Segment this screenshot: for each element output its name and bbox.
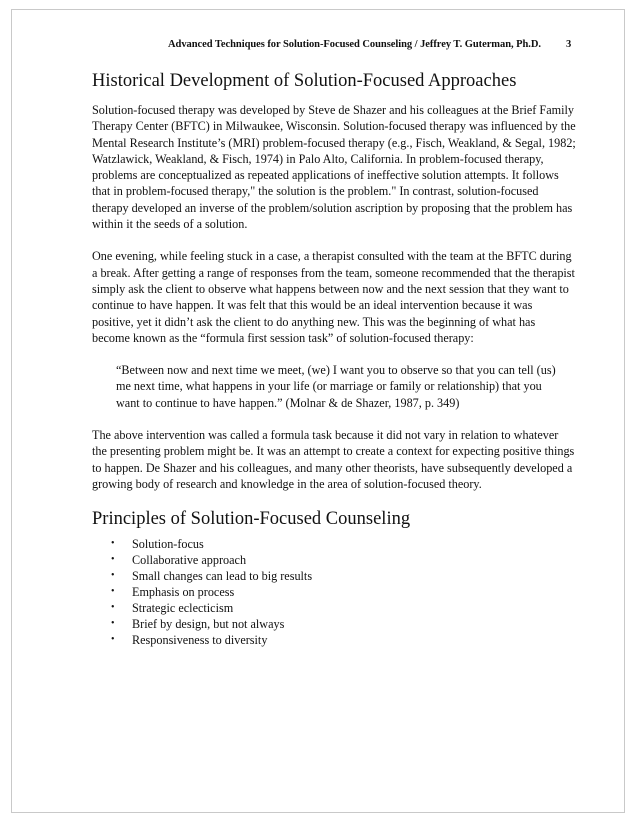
- principles-list: [92, 536, 576, 648]
- paragraph-origins: Solution-focused therapy was developed by Steve de Shazer and his colleagues at the Brief Family Therapy Center (BFTC) in Milwaukee, Wisconsin. Solution-focused therapy was influenced by the Mental Research Institute’s (MRI) problem-focused therapy (e.g., Fisch, Weakland, & Segal, 1982; Watzlawick, Weakland, & Fisch, 1974) in Palo Alto, California. In problem-focused therapy, problems are conceptualized as repeated applications of ineffective solution attempts. It follows that in problem-focused therapy," the solution is the problem." In contrast, solution-focused therapy developed an inverse of the problem/solution ascription by proposing that the problem has within it the seeds of a solution.: [92, 103, 576, 232]
- list-item-text: Solution-focus: [132, 537, 204, 552]
- document-body: [92, 70, 576, 648]
- list-item: [92, 536, 576, 552]
- bullet-icon: •: [111, 570, 115, 582]
- paragraph-formula-task: One evening, while feeling stuck in a case, a therapist consulted with the team at the BFTC during a break. After getting a range of responses from the team, someone recommended that the therapist simply ask the client to observe what happens between now and the next session that they want to continue to have happen. It was felt that this would be an ideal intervention because it was positive, yet it didn’t ask the client to do anything new. This was the beginning of what has become known as the “formula first session task” of solution-focused therapy:: [92, 249, 575, 345]
- list-item-text: Small changes can lead to big results: [132, 569, 313, 584]
- bullet-icon: •: [111, 602, 115, 614]
- section-heading-history: Historical Development of Solution-Focused Approaches: [92, 71, 517, 91]
- list-item-text: Brief by design, but not always: [132, 617, 285, 632]
- list-item-text: Responsiveness to diversity: [132, 633, 268, 648]
- section-heading-principles: Principles of Solution-Focused Counseling: [92, 509, 411, 530]
- page-number: 3: [566, 39, 572, 50]
- bullet-icon: •: [111, 554, 115, 566]
- block-quote: “Between now and next time we meet, (we) I want you to observe so that you can tell (us) me next time, what happens in your life (or marriage or family or relationship) that you want to continue to have happen.” (Molnar & de Shazer, 1987, p. 349): [116, 363, 556, 410]
- bullet-icon: •: [111, 634, 115, 646]
- bullet-icon: •: [111, 538, 115, 550]
- list-item: [92, 600, 576, 616]
- list-item: [92, 552, 576, 568]
- list-item-text: Strategic eclecticism: [132, 601, 234, 616]
- bullet-icon: •: [111, 618, 115, 630]
- list-item-text: Collaborative approach: [132, 553, 247, 568]
- list-item: [92, 568, 576, 584]
- list-item: [92, 632, 576, 648]
- list-item: [92, 584, 576, 600]
- paragraph-formula-summary: The above intervention was called a formula task because it did not vary in relation to whatever the presenting problem might be. It was an attempt to create a context for expecting positive things to happen. De Shazer and his colleagues, and many other theorists, have subsequently developed a growing body of research and knowledge in the area of solution-focused theory.: [92, 428, 575, 491]
- list-item: [92, 616, 576, 632]
- bullet-icon: •: [111, 586, 115, 598]
- header-title: Advanced Techniques for Solution-Focused Counseling / Jeffrey T. Guterman, Ph.D.: [168, 39, 541, 50]
- list-item-text: Emphasis on process: [132, 585, 235, 600]
